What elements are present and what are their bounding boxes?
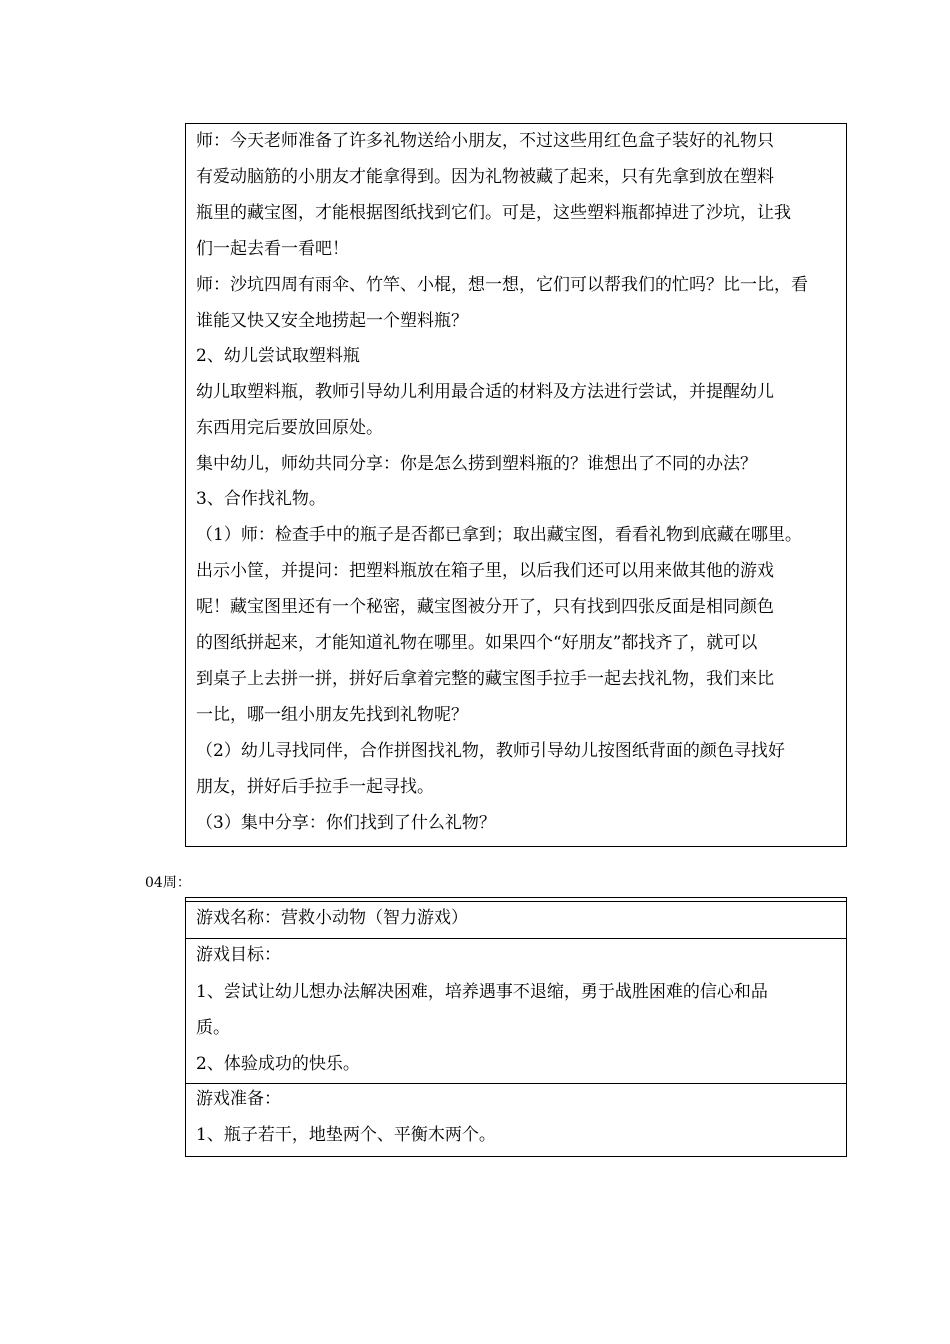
text-line: （2）幼儿寻找同伴，合作拼图找礼物，教师引导幼儿按图纸背面的颜色寻找好 [196,741,785,761]
goal-line: 2、体验成功的快乐。 [196,1054,360,1074]
text-line: 幼儿取塑料瓶，教师引导幼儿利用最合适的材料及方法进行尝试，并提醒幼儿 [196,382,774,402]
goal-title: 游戏目标： [196,945,281,965]
text-line: 们一起去看一看吧！ [196,239,349,259]
text-line: （1）师：检查手中的瓶子是否都已拿到；取出藏宝图，看看礼物到底藏在哪里。 [196,525,802,545]
text-line: 朋友，拼好后手拉手一起寻找。 [196,777,434,797]
text-line: （3）集中分享：你们找到了什么礼物？ [196,813,496,833]
table-top-rule [186,901,846,902]
week-label: 04周： [145,875,191,891]
text-line: 瓶里的藏宝图，才能根据图纸找到它们。可是，这些塑料瓶都掉进了沙坑，让我 [196,203,791,223]
prep-line: 1、瓶子若干，地垫两个、平衡木两个。 [196,1125,496,1145]
text-line: 呢！藏宝图里还有一个秘密，藏宝图被分开了，只有找到四张反面是相同颜色 [196,597,774,617]
text-line: 到桌子上去拼一拼，拼好后拿着完整的藏宝图手拉手一起去找礼物，我们来比 [196,669,774,689]
activity-process-box [185,123,847,847]
game-table [185,897,847,1157]
game-name: 游戏名称：营救小动物（智力游戏） [196,908,468,928]
text-line: 一比，哪一组小朋友先找到礼物呢？ [196,705,468,725]
prep-title: 游戏准备： [196,1089,281,1109]
text-line: 师：沙坑四周有雨伞、竹竿、小棍，想一想，它们可以帮我们的忙吗？比一比，看 [196,275,808,295]
text-line: 3、合作找礼物。 [196,489,326,509]
text-line: 集中幼儿，师幼共同分享：你是怎么捞到塑料瓶的？谁想出了不同的办法？ [196,454,757,474]
row-divider [186,938,846,939]
text-line: 有爱动脑筋的小朋友才能拿得到。因为礼物被藏了起来，只有先拿到放在塑料 [196,167,774,187]
text-line: 2、幼儿尝试取塑料瓶 [196,346,360,366]
goal-line: 质。 [196,1018,230,1038]
text-line: 出示小筐，并提问：把塑料瓶放在箱子里，以后我们还可以用来做其他的游戏 [196,561,774,581]
text-line: 师：今天老师准备了许多礼物送给小朋友，不过这些用红色盒子装好的礼物只 [196,131,774,151]
row-divider [186,1083,846,1084]
goal-line: 1、尝试让幼儿想办法解决困难，培养遇事不退缩，勇于战胜困难的信心和品 [196,982,768,1002]
text-line: 谁能又快又安全地捞起一个塑料瓶？ [196,311,468,331]
text-line: 东西用完后要放回原处。 [196,418,383,438]
text-line: 的图纸拼起来，才能知道礼物在哪里。如果四个“好朋友”都找齐了，就可以 [196,633,758,653]
